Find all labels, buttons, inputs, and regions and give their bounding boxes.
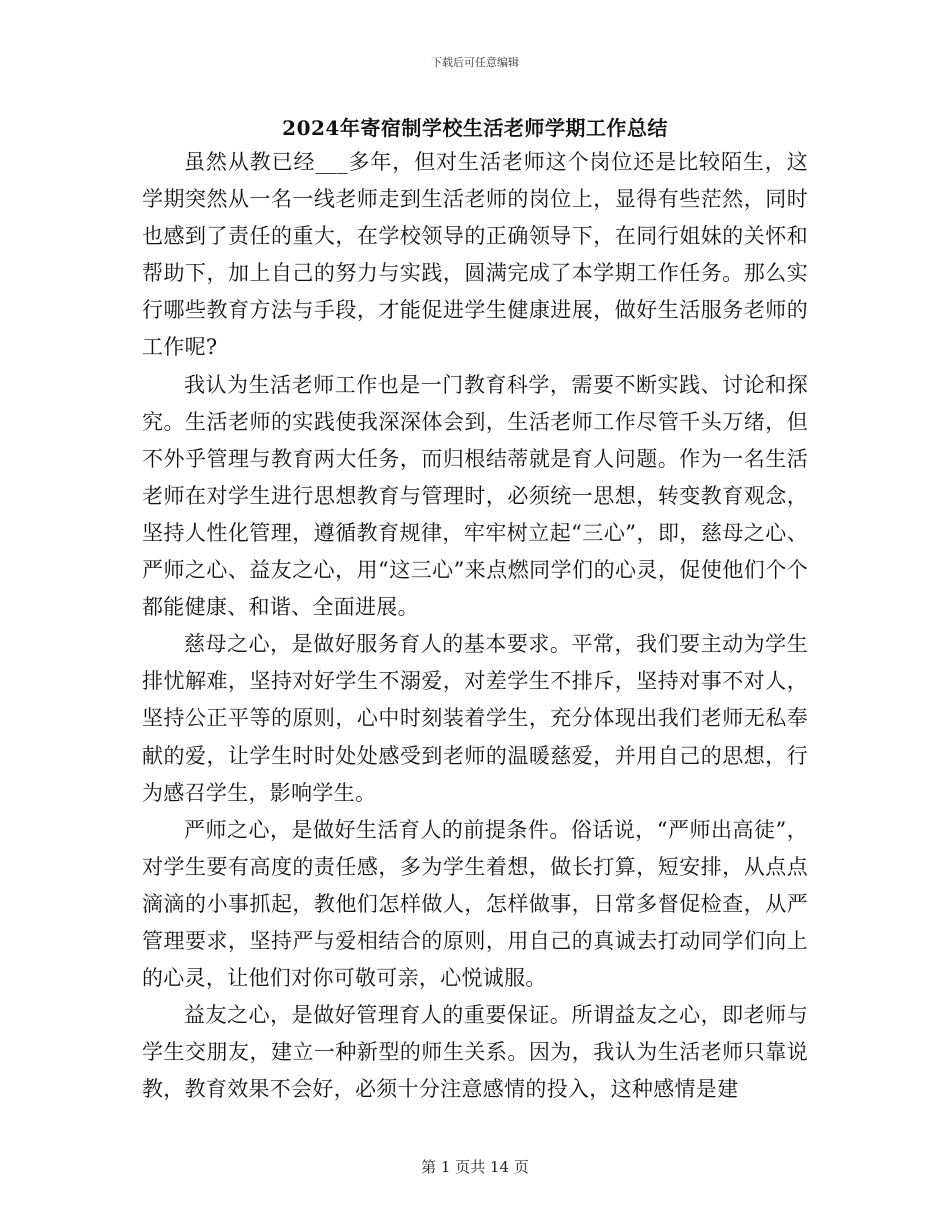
paragraph: 我认为生活老师工作也是一门教育科学，需要不断实践、讨论和探究。生活老师的实践使我深深体会到，生活老师工作尽管千头万绪，但不外乎管理与教育两大任务，而归根结蒂就是育人问题。作为一名生活老师在对学生进行思想教育与管理时，必须统一思想，转变教育观念，坚持人性化管理，遵循教育规律，牢牢树立起“三心”，即，慈母之心、严师之心、益友之心，用“这三心”来点燃同学们的心灵，促使他们个个都能健康、和谐、全面进展。 (142, 372, 808, 620)
page-header-note: 下载后可任意编辑 (431, 56, 519, 69)
paragraph: 益友之心，是做好管理育人的重要保证。所谓益友之心，即老师与学生交朋友，建立一种新型的师生关系。因为，我认为生活老师只靠说教，教育效果不会好，必须十分注意感情的投入，这种感情是建 (142, 1003, 808, 1102)
paragraph: 虽然从教已经___多年，但对生活老师这个岗位还是比较陌生，这学期突然从一名一线老师走到生活老师的岗位上，显得有些茫然，同时也感到了责任的重大，在学校领导的正确领导下，在同行姐妹的关怀和帮助下，加上自己的努力与实践，圆满完成了本学期工作任务。那么实行哪些教育方法与手段，才能促进学生健康进展，做好生活服务老师的工作呢? (142, 150, 808, 360)
document-title: 2024年寄宿制学校生活老师学期工作总结 (282, 116, 668, 140)
page-number: 第 1 页共 14 页 (421, 1158, 529, 1176)
document-body (142, 144, 808, 1108)
paragraph: 严师之心，是做好生活育人的前提条件。俗话说，“严师出高徒”，对学生要有高度的责任感，多为学生着想，做长打算，短安排，从点点滴滴的小事抓起，教他们怎样做人，怎样做事，日常多督促检查，从严管理要求，坚持严与爱相结合的原则，用自己的真诚去打动同学们向上的心灵，让他们对你可敬可亲，心悦诚服。 (142, 817, 808, 991)
paragraph: 慈母之心，是做好服务育人的基本要求。平常，我们要主动为学生排忧解难，坚持对好学生不溺爱，对差学生不排斥，坚持对事不对人，坚持公正平等的原则，心中时刻装着学生，充分体现出我们老师无私奉献的爱，让学生时时处处感受到老师的温暖慈爱，并用自己的思想，行为感召学生，影响学生。 (142, 632, 808, 805)
